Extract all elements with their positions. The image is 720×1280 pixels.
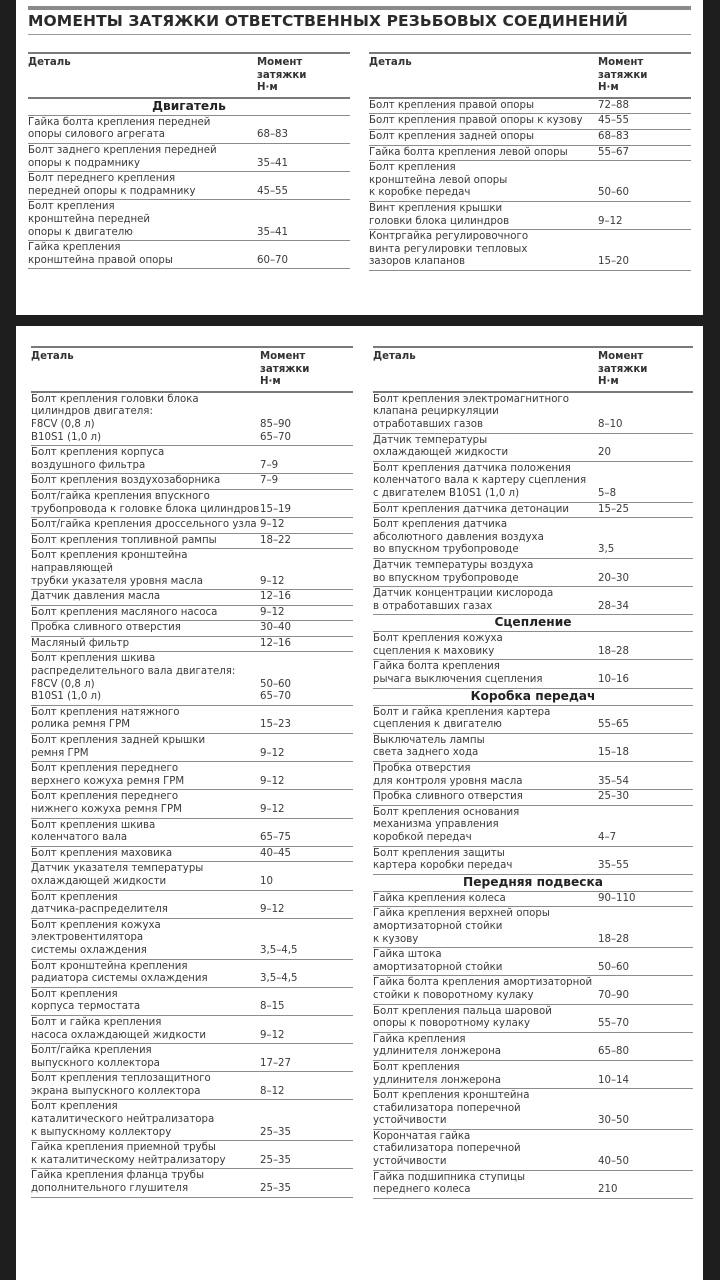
- table-body: [28, 99, 350, 270]
- header-torque-unit: Н·м: [598, 82, 619, 94]
- header-detail: Деталь: [28, 57, 71, 68]
- detail-cell: Болт крепления кожуха электровентилятора системы охлаждения: [31, 919, 161, 956]
- table-row: [369, 99, 691, 115]
- table-row: [373, 1061, 693, 1089]
- detail-cell: Пробка отверстия для контроля уровня масла: [373, 763, 523, 787]
- detail-cell: Болт и гайка крепления насоса охлаждающей жидкости: [31, 1016, 206, 1041]
- table-row: [373, 734, 693, 762]
- detail-cell: Гайка болта крепления левой опоры: [369, 146, 568, 158]
- detail-cell: Болт заднего крепления передней опоры к подрамнику: [28, 144, 217, 169]
- torque-cell: 15–19: [260, 503, 292, 515]
- detail-cell: Датчик давления масла: [31, 591, 161, 603]
- table-row: [31, 790, 353, 818]
- table-row: [31, 762, 353, 790]
- detail-cell: Болт/гайка крепления впускного трубопровода к головке блока цилиндров: [31, 490, 260, 515]
- torque-cell: 15–23: [260, 719, 292, 731]
- header-torque-label: Момент затяжки: [598, 57, 648, 81]
- table-row: [369, 114, 691, 130]
- detail-cell: Болт крепления датчика абсолютного давления воздуха во впускном трубопроводе: [373, 519, 544, 556]
- torque-cell: 35–41: [257, 157, 289, 169]
- torque-cell: 9–12: [260, 775, 285, 787]
- table-row: [31, 590, 353, 606]
- torque-cell: 55–67: [598, 146, 630, 158]
- table-row: [28, 144, 350, 172]
- detail-cell: Гайка крепления приемной трубы к каталитическому нейтрализатору: [31, 1142, 226, 1166]
- torque-cell: 25–30: [598, 791, 630, 803]
- torque-cell: 55–65: [598, 719, 630, 731]
- detail-cell: Болт крепления натяжного ролика ремня ГРМ: [31, 706, 180, 731]
- table-row: [373, 462, 693, 503]
- detail-cell: Болт крепления переднего верхнего кожуха ремня ГРМ: [31, 763, 185, 787]
- detail-cell: Болт крепления корпуса воздушного фильтра: [31, 447, 165, 471]
- table-row: [31, 891, 353, 919]
- table-row: [373, 790, 693, 806]
- table-row: [31, 960, 353, 988]
- detail-cell: Пробка сливного отверстия: [373, 791, 523, 803]
- table-mounts-continued: [369, 52, 691, 271]
- table-row: [373, 706, 693, 734]
- torque-cell: 68–83: [598, 130, 630, 142]
- header-torque: [598, 351, 693, 389]
- detail-cell: Болт крепления кронштейна передней опоры к двигателю: [28, 201, 151, 238]
- torque-cell: 40–50: [598, 1156, 630, 1168]
- torque-cell: 18–28: [598, 645, 630, 657]
- table-body: [31, 393, 353, 1198]
- table-row: [31, 490, 353, 518]
- table-row: [369, 161, 691, 202]
- table-header: [31, 346, 353, 393]
- header-detail: Деталь: [31, 351, 74, 362]
- torque-cell: 50–60 65–70: [260, 678, 292, 703]
- table-body: [369, 99, 691, 271]
- table-row: [31, 1072, 353, 1100]
- table-row: [373, 587, 693, 615]
- torque-cell: 12–16: [260, 637, 292, 649]
- table-row: [31, 621, 353, 637]
- table-row: [373, 559, 693, 587]
- detail-cell: Болт крепления правой опоры к кузову: [369, 115, 583, 127]
- detail-cell: Датчик указателя температуры охлаждающей жидкости: [31, 863, 204, 887]
- header-torque-unit: Н·м: [257, 82, 278, 94]
- detail-cell: Выключатель лампы света заднего хода: [373, 734, 485, 759]
- page-2: [16, 326, 703, 1280]
- table-row: [31, 518, 353, 534]
- table-row: [373, 632, 693, 660]
- detail-cell: Болт/гайка крепления дроссельного узла: [31, 519, 257, 531]
- torque-cell: 25–35: [260, 1154, 292, 1166]
- torque-cell: 3,5–4,5: [260, 944, 298, 956]
- torque-cell: 68–83: [257, 129, 289, 141]
- detail-cell: Болт крепления воздухозаборника: [31, 475, 221, 487]
- table-row: [28, 241, 350, 269]
- header-detail: Деталь: [373, 351, 416, 362]
- table-row: [31, 393, 353, 446]
- detail-cell: Контргайка регулировочного винта регулировки тепловых зазоров клапанов: [369, 231, 529, 268]
- detail-cell: Болт крепления кожуха сцепления к маховику: [373, 633, 503, 657]
- torque-cell: 9–12: [598, 215, 623, 227]
- table-row: [373, 1005, 693, 1033]
- detail-cell: Болт крепления основания механизма управления коробкой передач: [373, 806, 520, 843]
- detail-cell: Пробка сливного отверстия: [31, 622, 181, 634]
- detail-cell: Болт крепления головки блока цилиндров двигателя: F8CV (0,8 л) B10S1 (1,0 л): [31, 393, 199, 443]
- torque-cell: 3,5: [598, 544, 615, 556]
- table-row: [373, 948, 693, 976]
- table-row: [31, 1141, 353, 1169]
- header-torque-unit: Н·м: [598, 376, 619, 388]
- detail-cell: Гайка крепления фланца трубы дополнительного глушителя: [31, 1170, 204, 1195]
- header-torque: [598, 57, 691, 95]
- table-row: [373, 1089, 693, 1130]
- table-row: [373, 976, 693, 1004]
- table-row: [373, 1033, 693, 1061]
- section-heading: Коробка передач: [373, 689, 693, 706]
- torque-cell: 40–45: [260, 847, 292, 859]
- detail-cell: Гайка болта крепления рычага выключения сцепления: [373, 661, 543, 686]
- table-row: [373, 503, 693, 519]
- torque-cell: 15–18: [598, 747, 630, 759]
- torque-cell: 72–88: [598, 99, 630, 111]
- detail-cell: Болт крепления датчика детонации: [373, 503, 569, 515]
- detail-cell: Гайка крепления кронштейна правой опоры: [28, 242, 173, 266]
- detail-cell: Гайка штока амортизаторной стойки: [373, 949, 503, 973]
- torque-cell: 30–40: [260, 622, 292, 634]
- torque-cell: 28–34: [598, 600, 630, 612]
- detail-cell: Болт крепления пальца шаровой опоры к поворотному кулаку: [373, 1005, 552, 1030]
- detail-cell: Корончатая гайка стабилизатора поперечной устойчивости: [373, 1130, 521, 1168]
- torque-cell: 7–9: [260, 459, 279, 471]
- table-row: [369, 202, 691, 230]
- table-row: [369, 146, 691, 162]
- torque-cell: 25–35: [260, 1126, 292, 1138]
- torque-cell: 90–110: [598, 892, 636, 904]
- table-row: [28, 116, 350, 144]
- table-row: [31, 637, 353, 653]
- table-row: [31, 1016, 353, 1044]
- torque-cell: 35–54: [598, 775, 630, 787]
- table-row: [31, 606, 353, 622]
- header-torque-label: Момент затяжки: [598, 351, 648, 375]
- torque-cell: 30–50: [598, 1115, 630, 1127]
- table-header: [28, 52, 350, 99]
- torque-cell: 85–90 65–70: [260, 418, 292, 443]
- detail-cell: Гайка болта крепления амортизаторной стойки к поворотному кулаку: [373, 977, 593, 1001]
- torque-cell: 35–55: [598, 860, 630, 872]
- detail-cell: Болт крепления задней крышки ремня ГРМ: [31, 735, 206, 759]
- torque-cell: 20–30: [598, 572, 630, 584]
- detail-cell: Болт крепления датчика положения коленчатого вала к картеру сцепления с двигателем B10S1 (1,0 л): [373, 462, 587, 499]
- torque-cell: 10–14: [598, 1074, 630, 1086]
- table-row: [31, 847, 353, 863]
- table-row: [373, 762, 693, 790]
- table-row: [373, 434, 693, 462]
- detail-cell: Винт крепления крышки головки блока цилиндров: [369, 202, 510, 227]
- torque-cell: 9–12: [260, 904, 285, 916]
- table-row: [373, 393, 693, 434]
- table-row: [369, 230, 691, 271]
- torque-cell: 7–9: [260, 475, 279, 487]
- table-row: [31, 549, 353, 590]
- torque-cell: 5–8: [598, 487, 617, 499]
- header-detail: Деталь: [369, 57, 412, 68]
- torque-cell: 12–16: [260, 591, 292, 603]
- detail-cell: Болт крепления кронштейна левой опоры к коробке передач: [369, 162, 508, 199]
- table-row: [31, 862, 353, 890]
- table-row: [31, 706, 353, 734]
- table-row: [31, 988, 353, 1016]
- torque-cell: 9–12: [260, 606, 285, 618]
- detail-cell: Датчик концентрации кислорода в отработавших газах: [373, 588, 554, 612]
- page-1: [16, 0, 703, 315]
- torque-cell: 50–60: [598, 961, 630, 973]
- detail-cell: Болт/гайка крепления выпускного коллектора: [31, 1045, 160, 1069]
- detail-cell: Гайка крепления верхней опоры амортизаторной стойки к кузову: [373, 908, 550, 945]
- table-row: [28, 172, 350, 200]
- table-row: [373, 892, 693, 908]
- table-row: [31, 734, 353, 762]
- table-row: [31, 1100, 353, 1141]
- section-heading: Передняя подвеска: [373, 875, 693, 892]
- torque-cell: 45–55: [257, 185, 289, 197]
- detail-cell: Болт крепления маховика: [31, 847, 173, 859]
- detail-cell: Болт крепления теплозащитного экрана выпускного коллектора: [31, 1073, 211, 1097]
- torque-cell: 8–10: [598, 418, 623, 430]
- header-torque-label: Момент затяжки: [257, 57, 307, 81]
- torque-cell: 9–12: [260, 747, 285, 759]
- table-body: [373, 393, 693, 1199]
- table-row: [31, 652, 353, 705]
- header-torque-label: Момент затяжки: [260, 351, 310, 375]
- torque-cell: 25–35: [260, 1183, 292, 1195]
- detail-cell: Гайка крепления удлинителя лонжерона: [373, 1033, 502, 1058]
- torque-cell: 9–12: [260, 804, 285, 815]
- torque-cell: 45–55: [598, 115, 630, 127]
- table-row: [28, 200, 350, 241]
- torque-cell: 3,5–4,5: [260, 973, 298, 985]
- table-row: [369, 130, 691, 146]
- table-row: [373, 1171, 693, 1199]
- table-row: [31, 1169, 353, 1197]
- torque-cell: 4–7: [598, 832, 617, 843]
- table-engine: [31, 346, 353, 1198]
- table-row: [373, 847, 693, 875]
- torque-cell: 18–28: [598, 933, 630, 945]
- torque-cell: 35–41: [257, 226, 289, 238]
- torque-cell: 65–75: [260, 832, 292, 844]
- top-rule: [28, 6, 691, 10]
- detail-cell: Болт крепления шкива распределительного вала двигателя: F8CV (0,8 л) B10S1 (1,0 л): [31, 653, 236, 703]
- torque-cell: 20: [598, 447, 611, 459]
- torque-cell: 10: [260, 875, 273, 887]
- detail-cell: Гайка крепления колеса: [373, 892, 506, 904]
- detail-cell: Болт крепления удлинителя лонжерона: [373, 1061, 502, 1086]
- torque-cell: 65–80: [598, 1046, 630, 1058]
- torque-cell: 210: [598, 1184, 618, 1196]
- detail-cell: Болт крепления кронштейна стабилизатора поперечной устойчивости: [373, 1090, 530, 1127]
- table-row: [373, 1130, 693, 1171]
- detail-cell: Датчик температуры воздуха во впускном трубопроводе: [373, 559, 534, 584]
- table-header: [369, 52, 691, 99]
- torque-cell: 15–20: [598, 256, 630, 268]
- detail-cell: Болт и гайка крепления картера сцепления к двигателю: [373, 706, 551, 731]
- detail-cell: Болт крепления датчика-распределителя: [31, 891, 168, 916]
- torque-cell: 8–15: [260, 1001, 285, 1013]
- table-row: [373, 518, 693, 559]
- table-row: [31, 919, 353, 960]
- torque-cell: 18–22: [260, 534, 292, 546]
- table-row: [31, 474, 353, 490]
- table-clutch-gearbox-suspension: [373, 346, 693, 1199]
- table-row: [31, 1044, 353, 1072]
- torque-cell: 50–60: [598, 187, 630, 199]
- torque-cell: 9–12: [260, 1029, 285, 1041]
- page-title: МОМЕНТЫ ЗАТЯЖКИ ОТВЕТСТВЕННЫХ РЕЗЬБОВЫХ СОЕДИНЕНИЙ: [28, 12, 628, 30]
- table-row: [373, 806, 693, 847]
- table-header: [373, 346, 693, 393]
- detail-cell: Болт крепления правой опоры: [369, 99, 534, 111]
- table-row: [31, 534, 353, 550]
- detail-cell: Болт крепления каталитического нейтрализатора к выпускному коллектору: [31, 1101, 215, 1138]
- torque-cell: 9–12: [260, 575, 285, 587]
- torque-cell: 60–70: [257, 254, 289, 266]
- detail-cell: Болт крепления переднего нижнего кожуха ремня ГРМ: [31, 791, 182, 815]
- header-torque: [257, 57, 350, 95]
- table-engine-mounts: [28, 52, 350, 269]
- torque-cell: 8–12: [260, 1085, 285, 1097]
- detail-cell: Болт крепления электромагнитного клапана рециркуляции отработавших газов: [373, 393, 570, 430]
- detail-cell: Болт крепления топливной рампы: [31, 534, 217, 546]
- section-heading: Двигатель: [28, 99, 350, 116]
- torque-cell: 15–25: [598, 503, 630, 515]
- detail-cell: Гайка болта крепления передней опоры силового агрегата: [28, 116, 211, 141]
- torque-cell: 10–16: [598, 674, 630, 686]
- detail-cell: Гайка подшипника ступицы переднего колеса: [373, 1171, 525, 1196]
- torque-cell: 55–70: [598, 1018, 630, 1030]
- detail-cell: Масляный фильтр: [31, 637, 130, 649]
- title-rule: [28, 34, 691, 35]
- torque-cell: 70–90: [598, 989, 630, 1001]
- table-row: [373, 660, 693, 688]
- detail-cell: Болт крепления масляного насоса: [31, 606, 218, 618]
- table-row: [31, 446, 353, 474]
- detail-cell: Болт крепления кронштейна направляющей трубки указателя уровня масла: [31, 550, 203, 587]
- torque-cell: 9–12: [260, 519, 285, 531]
- table-row: [31, 819, 353, 847]
- header-torque-unit: Н·м: [260, 376, 281, 388]
- detail-cell: Болт крепления корпуса термостата: [31, 988, 141, 1013]
- table-row: [373, 907, 693, 948]
- detail-cell: Датчик температуры охлаждающей жидкости: [373, 434, 509, 459]
- detail-cell: Болт крепления задней опоры: [369, 130, 535, 142]
- detail-cell: Болт крепления шкива коленчатого вала: [31, 819, 156, 844]
- section-heading: Сцепление: [373, 615, 693, 632]
- detail-cell: Болт переднего крепления передней опоры к подрамнику: [28, 173, 196, 197]
- detail-cell: Болт кронштейна крепления радиатора системы охлаждения: [31, 960, 208, 985]
- header-torque: [260, 351, 353, 389]
- detail-cell: Болт крепления защиты картера коробки передач: [373, 847, 513, 872]
- torque-cell: 17–27: [260, 1057, 292, 1069]
